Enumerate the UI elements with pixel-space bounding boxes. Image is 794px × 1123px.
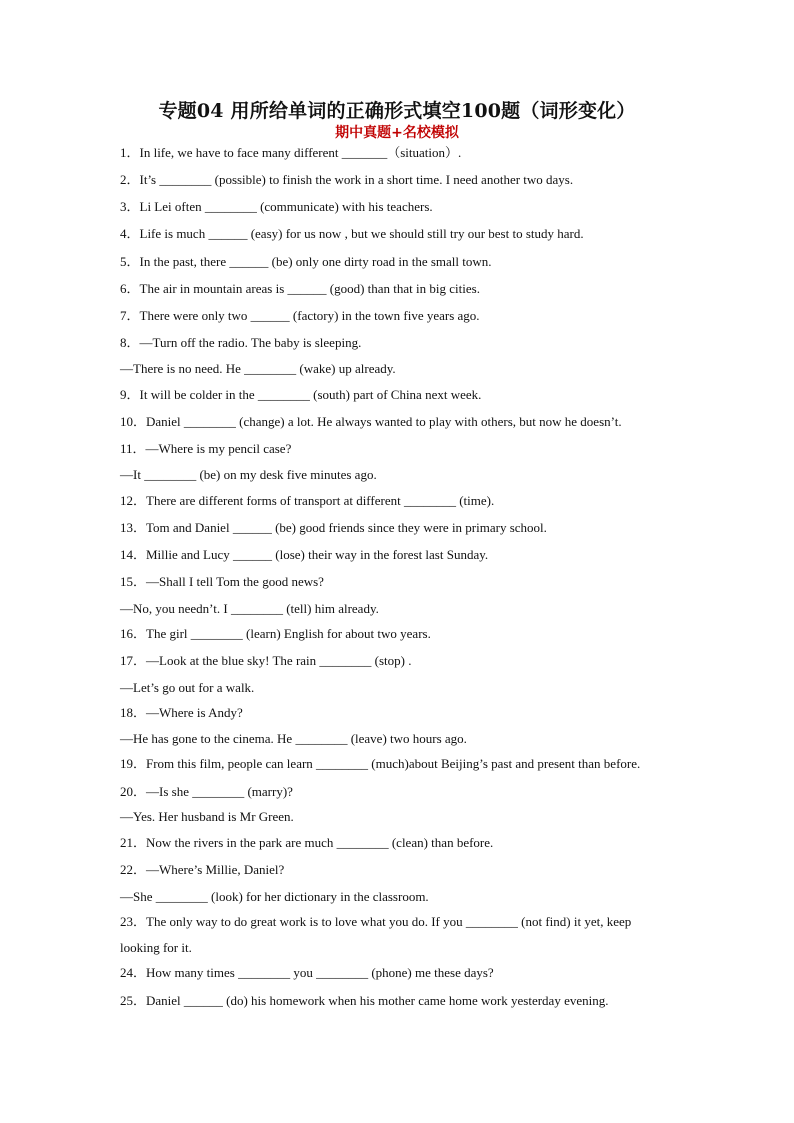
exercise-line: 19．From this film, people can learn ________ (much)about Beijing’s past and present than before. xyxy=(120,756,641,771)
exercise-line: 24．How many times ________ you ________ (phone) me these days? xyxy=(120,965,494,980)
exercise-line: 1．In life, we have to face many different _______（situation）. xyxy=(120,145,462,160)
exercise-line: 10．Daniel ________ (change) a lot. He always wanted to play with others, but now he doesn’t. xyxy=(120,414,622,429)
exercise-line: 18．—Where is Andy? xyxy=(120,705,243,720)
exercise-line: 9．It will be colder in the ________ (south) part of China next week. xyxy=(120,387,482,402)
exercise-line: 5．In the past, there ______ (be) only one dirty road in the small town. xyxy=(120,254,492,269)
exercise-line: 8．—Turn off the radio. The baby is sleeping. xyxy=(120,335,362,350)
exercise-line: 13．Tom and Daniel ______ (be) good friends since they were in primary school. xyxy=(120,520,547,535)
page-title: 专题04 用所给单词的正确形式填空100题（词形变化） xyxy=(158,100,636,122)
exercise-line: —It ________ (be) on my desk five minutes ago. xyxy=(120,467,377,482)
exercise-line: 6．The air in mountain areas is ______ (good) than that in big cities. xyxy=(120,281,480,296)
exercise-line: 22．—Where’s Millie, Daniel? xyxy=(120,862,285,877)
exercise-line: —He has gone to the cinema. He ________ (leave) two hours ago. xyxy=(120,731,467,746)
exercise-line: looking for it. xyxy=(120,940,192,955)
exercise-line: 4．Life is much ______ (easy) for us now , but we should still try our best to study hard. xyxy=(120,226,584,241)
exercise-line: 7．There were only two ______ (factory) in the town five years ago. xyxy=(120,308,480,323)
exercise-line: 20．—Is she ________ (marry)? xyxy=(120,784,293,799)
exercise-line: 15．—Shall I tell Tom the good news? xyxy=(120,574,324,589)
exercise-line: 12．There are different forms of transport at different ________ (time). xyxy=(120,493,495,508)
exercise-line: 23．The only way to do great work is to love what you do. If you ________ (not find) it yet, keep xyxy=(120,914,632,929)
exercise-line: —There is no need. He ________ (wake) up already. xyxy=(120,361,396,376)
exercise-line: 2．It’s ________ (possible) to finish the work in a short time. I need another two days. xyxy=(120,172,574,187)
exercise-line: —No, you needn’t. I ________ (tell) him already. xyxy=(120,601,379,616)
exercise-line: —She ________ (look) for her dictionary in the classroom. xyxy=(120,889,429,904)
exercise-line: —Let’s go out for a walk. xyxy=(120,680,255,695)
exercise-line: 11．—Where is my pencil case? xyxy=(120,441,292,456)
exercise-line: —Yes. Her husband is Mr Green. xyxy=(120,809,294,824)
exercise-line: 14．Millie and Lucy ______ (lose) their way in the forest last Sunday. xyxy=(120,547,489,562)
exercise-line: 17．—Look at the blue sky! The rain ________ (stop) . xyxy=(120,653,412,668)
exercise-line: 3．Li Lei often ________ (communicate) with his teachers. xyxy=(120,199,433,214)
exercise-line: 21．Now the rivers in the park are much ________ (clean) than before. xyxy=(120,835,494,850)
exercise-line: 16．The girl ________ (learn) English for about two years. xyxy=(120,626,431,641)
page-subtitle: 期中真题+名校模拟 xyxy=(335,125,459,141)
exercise-line: 25．Daniel ______ (do) his homework when his mother came home work yesterday evening. xyxy=(120,993,609,1008)
